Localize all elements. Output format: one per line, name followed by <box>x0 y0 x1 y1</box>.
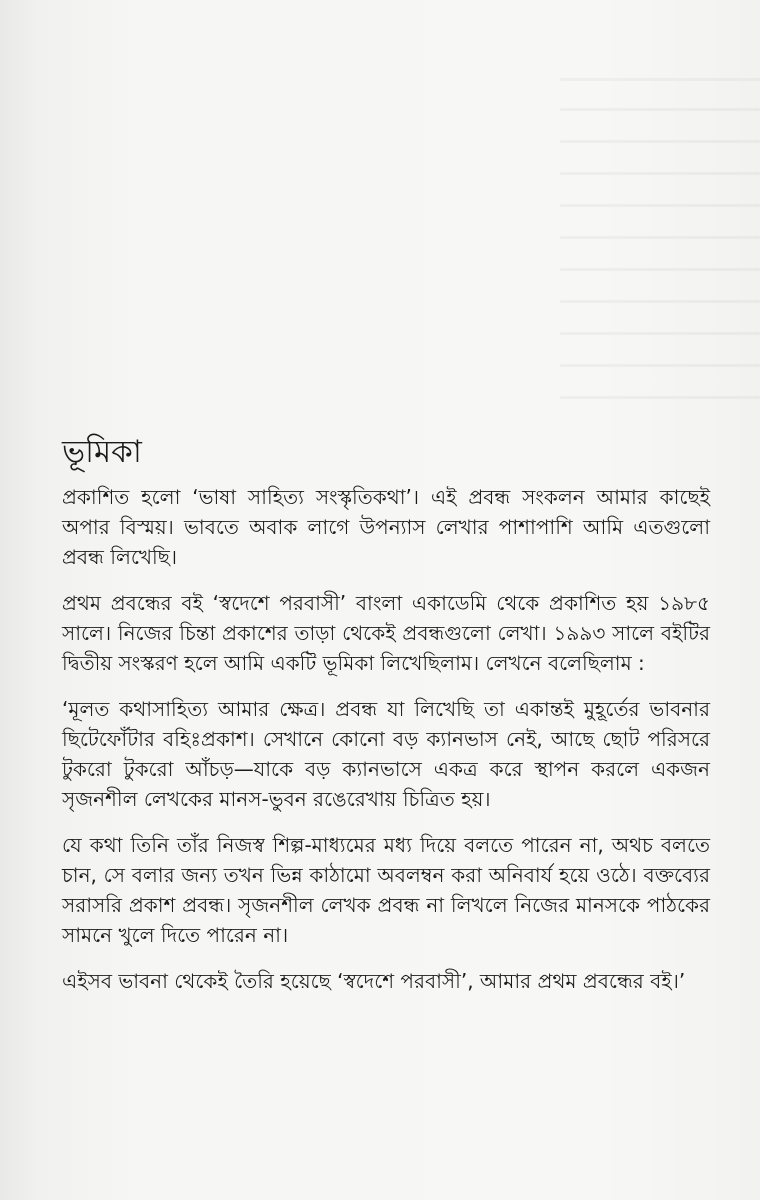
show-through-mark <box>560 172 760 175</box>
show-through-mark <box>560 236 760 239</box>
show-through-mark <box>560 268 760 271</box>
show-through-mark <box>560 396 760 399</box>
show-through-mark <box>560 300 760 303</box>
quoted-paragraph: এইসব ভাবনা থেকেই তৈরি হয়েছে ‘স্বদেশে পরবাসী’, আমার প্রথম প্রবন্ধের বই।’ <box>62 969 686 993</box>
show-through-mark <box>560 332 760 335</box>
show-through-mark <box>560 108 760 111</box>
chapter-heading: ভূমিকা <box>62 434 142 470</box>
show-through-mark <box>560 78 760 81</box>
quoted-paragraph: যে কথা তিনি তাঁর নিজস্ব শিল্প-মাধ্যমের মধ্য দিয়ে বলতে পারেন না, অথচ বলতে চান, সে বলার জন্য তখন ভিন্ন কাঠামো অবলম্বন করা অনিবার্য হয়ে ওঠে। বক্তব্যের সরাসরি প্রকাশ প্রবন্ধ। সৃজনশীল লেখক প্রবন্ধ না লিখলে নিজের মানসকে পাঠকের সামনে খুলে দিতে পারেন না। <box>62 833 710 947</box>
body-text <box>62 482 710 1012</box>
paragraph: প্রথম প্রবন্ধের বই ‘স্বদেশে পরবাসী’ বাংলা একাডেমি থেকে প্রকাশিত হয় ১৯৮৫ সালে। নিজের চিন্তা প্রকাশের তাড়া থেকেই প্রবন্ধগুলো লেখা। ১৯৯৩ সালে বইটির দ্বিতীয় সংস্করণ হলে আমি একটি ভূমিকা লিখেছিলাম। লেখনে বলেছিলাম : <box>62 591 710 675</box>
paragraph: প্রকাশিত হলো ‘ভাষা সাহিত্য সংস্কৃতিকথা’। এই প্রবন্ধ সংকলন আমার কাছেই অপার বিস্ময়। ভাবতে অবাক লাগে উপন্যাস লেখার পাশাপাশি আমি এতগুলো প্রবন্ধ লিখেছি। <box>62 485 710 569</box>
show-through-mark <box>560 204 760 207</box>
show-through-mark <box>560 140 760 143</box>
show-through-mark <box>560 364 760 367</box>
quoted-paragraph: ‘মূলত কথাসাহিত্য আমার ক্ষেত্র। প্রবন্ধ যা লিখেছি তা একান্তই মুহূর্তের ভাবনার ছিটেফোঁটার বহিঃপ্রকাশ। সেখানে কোনো বড় ক্যানভাস নেই, আছে ছোট পরিসরে টুকরো টুকরো আঁচড়—যাকে বড় ক্যানভাসে একত্র করে স্থাপন করলে একজন সৃজনশীল লেখকের মানস-ভুবন রঙেরেখায় চিত্রিত হয়। <box>62 697 710 811</box>
